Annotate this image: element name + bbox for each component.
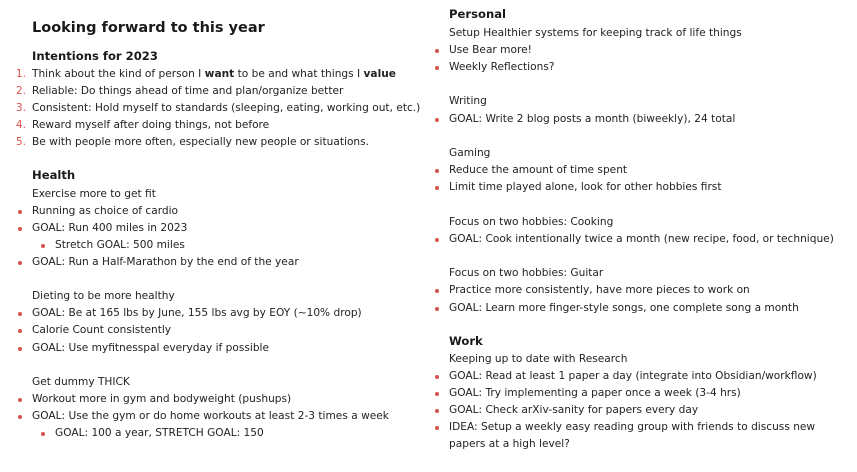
list-number: 3. <box>15 102 26 114</box>
list-item: Use Bear more! <box>449 44 532 56</box>
work-heading: Work <box>449 334 483 348</box>
list-number: 4. <box>15 119 26 131</box>
gaming-subheading: Gaming <box>449 147 491 159</box>
list-item: Weekly Reflections? <box>449 61 555 73</box>
list-item: GOAL: Cook intentionally twice a month (new recipe, food, or technique) <box>449 233 834 245</box>
list-item: GOAL: Use the gym or do home workouts at least 2-3 times a week <box>32 410 389 422</box>
intention-item: Consistent: Hold myself to standards (sleeping, eating, working out, etc.) <box>32 102 421 114</box>
list-item: Practice more consistently, have more pieces to work on <box>449 284 750 296</box>
list-item: Running as choice of cardio <box>32 205 179 217</box>
intentions-heading: Intentions for 2023 <box>32 49 158 63</box>
intention-item: Reliable: Do things ahead of time and plan/organize better <box>32 85 344 97</box>
list-item: Reduce the amount of time spent <box>449 164 628 176</box>
personal-subheading: Setup Healthier systems for keeping track of life things <box>449 27 742 39</box>
list-number: 2. <box>15 85 26 97</box>
list-item: GOAL: Run 400 miles in 2023 <box>32 222 188 234</box>
writing-subheading: Writing <box>449 95 487 107</box>
list-number: 5. <box>15 136 26 148</box>
list-item: GOAL: Be at 165 lbs by June, 155 lbs avg by EOY (~10% drop) <box>32 307 362 319</box>
dieting-subheading: Dieting to be more healthy <box>32 290 175 302</box>
personal-heading: Personal <box>449 7 506 21</box>
list-item: GOAL: Write 2 blog posts a month (biweekly), 24 total <box>449 113 736 125</box>
exercise-subheading: Exercise more to get fit <box>32 188 156 200</box>
list-item-nested: GOAL: 100 a year, STRETCH GOAL: 150 <box>55 427 264 439</box>
intention-item: Reward myself after doing things, not before <box>32 119 270 131</box>
list-item: GOAL: Check arXiv-sanity for papers every day <box>449 404 699 416</box>
intention-item: Think about the kind of person I want to be and what things I value <box>32 68 396 80</box>
health-heading: Health <box>32 168 76 182</box>
list-item: GOAL: Use myfitnesspal everyday if possible <box>32 342 270 354</box>
list-item: Limit time played alone, look for other hobbies first <box>449 181 722 193</box>
intention-item: Be with people more often, especially new people or situations. <box>32 136 370 148</box>
list-item: GOAL: Run a Half-Marathon by the end of the year <box>32 256 299 268</box>
list-item: Workout more in gym and bodyweight (pushups) <box>32 393 292 405</box>
thick-subheading: Get dummy THICK <box>32 376 130 388</box>
list-item: GOAL: Try implementing a paper once a week (3-4 hrs) <box>449 387 741 399</box>
list-item-nested: Stretch GOAL: 500 miles <box>55 239 185 251</box>
list-item: GOAL: Learn more finger-style songs, one complete song a month <box>449 302 799 314</box>
list-item: GOAL: Read at least 1 paper a day (integrate into Obsidian/workflow) <box>449 370 817 382</box>
list-item: IDEA: Setup a weekly easy reading group with friends to discuss new <box>449 421 816 433</box>
work-subheading: Keeping up to date with Research <box>449 353 628 365</box>
cooking-subheading: Focus on two hobbies: Cooking <box>449 216 614 228</box>
list-number: 1. <box>15 68 26 80</box>
guitar-subheading: Focus on two hobbies: Guitar <box>449 267 604 279</box>
list-item-continuation: papers at a high level? <box>449 438 570 450</box>
list-item: Calorie Count consistently <box>32 324 172 336</box>
page-title: Looking forward to this year <box>32 20 265 36</box>
